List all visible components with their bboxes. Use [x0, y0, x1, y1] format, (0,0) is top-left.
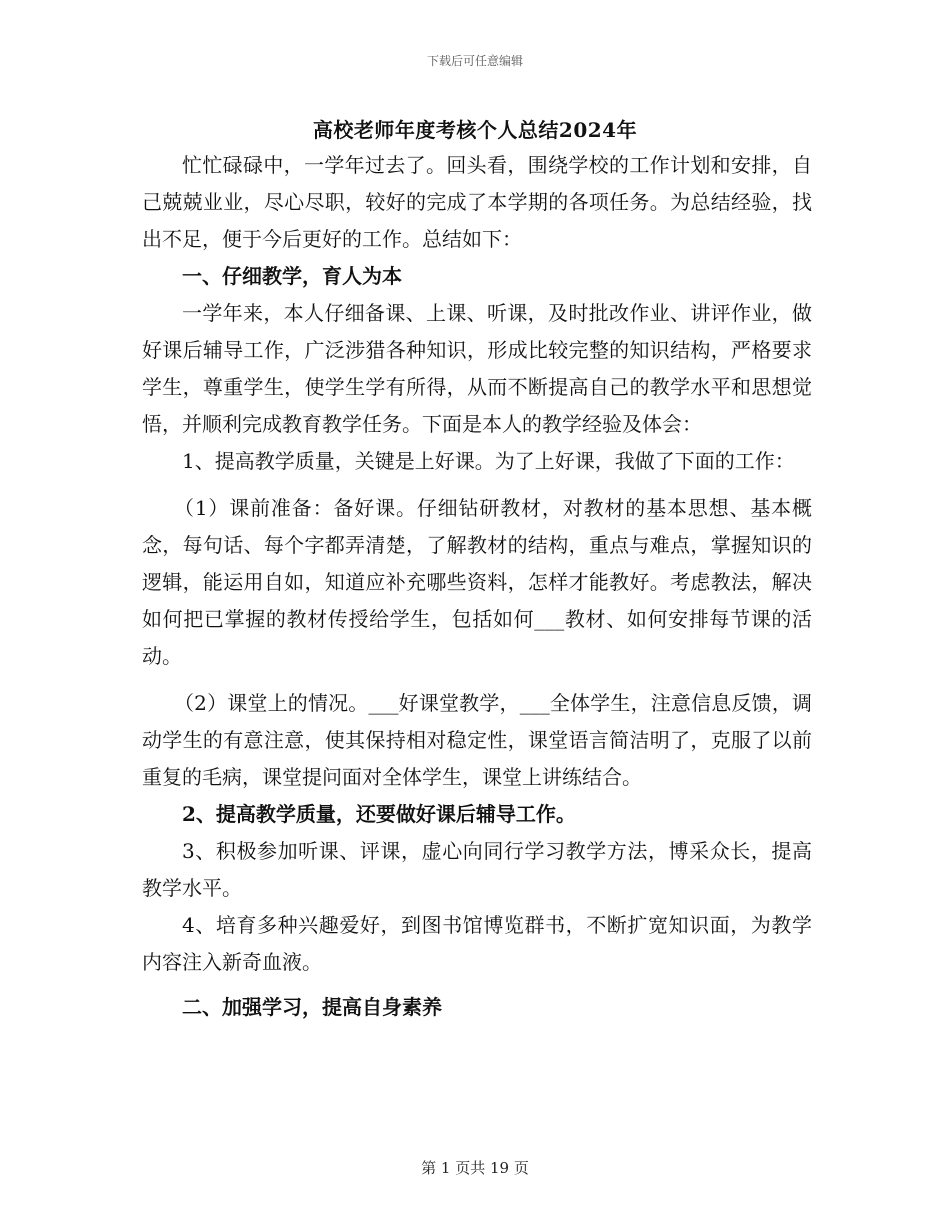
page-number: 第 1 页共 19 页	[421, 1159, 529, 1177]
body-paragraph: 1、提高教学质量，关键是上好课。为了上好课，我做了下面的工作：	[182, 449, 795, 473]
document-title: 高校老师年度考核个人总结2024年	[312, 118, 638, 142]
body-paragraph: 3、积极参加听课、评课，虚心向同行学习教学方法，博采众长，提高教学水平。	[142, 839, 812, 900]
body-paragraph: 4、培育多种兴趣爱好，到图书馆博览群书，不断扩宽知识面，为教学内容注入新奇血液。	[142, 913, 812, 974]
body-paragraph: 一学年来，本人仔细备课、上课、听课，及时批改作业、讲评作业，做好课后辅导工作，广泛涉猎各种知识，形成比较完整的知识结构，严格要求学生，尊重学生，使学生学有所得，从而不断提高自己的教学水平和思想觉悟，并顺利完成教育教学任务。下面是本人的教学经验及体会：	[142, 301, 812, 436]
section-heading-1: 一、仔细教学，育人为本	[182, 264, 402, 288]
intro-paragraph: 忙忙碌碌中，一学年过去了。回头看，围绕学校的工作计划和安排，自己兢兢业业，尽心尽职，较好的完成了本学期的各项任务。为总结经验，找出不足，便于今后更好的工作。总结如下：	[142, 153, 812, 251]
sub-item-paragraph: （1）课前准备：备好课。仔细钻研教材，对教材的基本思想、基本概念，每句话、每个字都弄清楚，了解教材的结构，重点与难点，掌握知识的逻辑，能运用自如，知道应补充哪些资料，怎样才能教好。考虑教法，解决如何把已掌握的教材传授给学生，包括如何___教材、如何安排每节课的活动。	[142, 496, 812, 668]
header-note: 下载后可任意编辑	[426, 54, 523, 68]
section-heading-2: 二、加强学习，提高自身素养	[182, 995, 442, 1019]
sub-item-paragraph: （2）课堂上的情况。___好课堂教学，___全体学生，注意信息反馈，调动学生的有意注意，使其保持相对稳定性，课堂语言简洁明了，克服了以前重复的毛病，课堂提问面对全体学生，课堂上讲练结合。	[142, 691, 812, 789]
bold-item-paragraph: 2、提高教学质量，还要做好课后辅导工作。	[182, 802, 576, 826]
document-body	[142, 147, 812, 1026]
